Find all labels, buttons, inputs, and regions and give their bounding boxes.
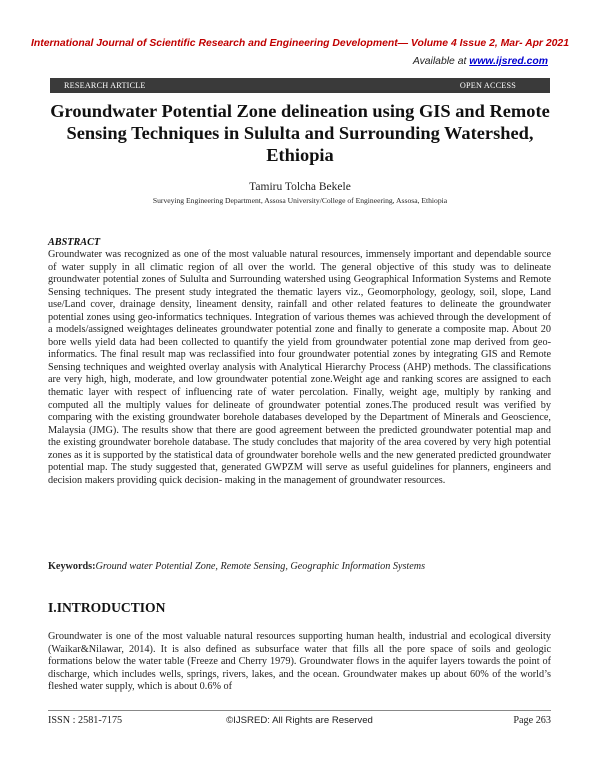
journal-title: International Journal of Scientific Research and Engineering Development— Volume 4 Issue 2, Mar- Apr 2021 <box>31 38 569 49</box>
author-name: Tamiru Tolcha Bekele <box>249 181 351 193</box>
open-access-label: OPEN ACCESS <box>459 81 516 90</box>
issn-number: ISSN : 2581-7175 <box>48 715 123 726</box>
keywords-text: Ground water Potential Zone, Remote Sensing, Geographic Information Systems <box>95 561 426 572</box>
available-prefix: Available at <box>412 56 470 67</box>
abstract-text: Groundwater was recognized as one of the most valuable natural resources, immensely important and dependable source of water supply in all climatic region of all over the world. The general objective of this study was to delineate groundwater potential zones of Sululta and Surrounding watershed using Geographical Information Systems and Remote Sensing techniques. The present study integrated the thematic layers viz., Geomorphology, geology, soil, slope, Land use/Land cover, drainage density, lineament density, rainfall and other related features to delineate the groundwater potential zones using geo-informatics techniques. Integration of various themes was achieved through the development of a models/assigned weightages delineates groundwater potential zone and finally to generate a composite map. About 20 bore wells yield data had been collected to quantify the yield from groundwater potential zone map derived from geo-informatics. The final result map was reclassified into four groundwater potential zones by integrating GIS and Remote Sensing techniques and weighted overlay analysis with Analytical Hierarchy Process (AHP) methods. The classifications are very high, high, moderate, and low groundwater potential zone.Weight age and ranking scores are assigned to each thematic layer with respect of influencing rate of water percolation. Finally, weight age, multiply by ranking and computed all the multiply values for delineate of groundwater potential zones.The produced result was verified by comparing with the existing groundwater borehole databases developed by the Department of Minerals and Geoscience, Malaysia (JMG). The results show that there are good agreement between the predicted groundwater potential map and the existing groundwater borehole database. The study concludes that majority of the area covered by very high potential zones as it is supported by the statistical data of groundwater borehole wells and the new generated predicted groundwater potential map. The study suggested that, generated GWPZM will serve as useful guidelines for planners, engineers and decision makers providing quick decision- making in the management of groundwater resources. <box>48 249 551 486</box>
keywords-label: Keywords: <box>48 561 96 572</box>
page-number: Page 263 <box>513 715 551 726</box>
journal-website-link[interactable]: www.ijsred.com <box>469 56 548 67</box>
keywords <box>48 561 551 572</box>
research-article-label: RESEARCH ARTICLE <box>64 81 146 90</box>
paper-title: Groundwater Potential Zone delineation using GIS and Remote Sensing Techniques in Sululta and Surrounding Watershed, Ethiopia <box>50 101 550 165</box>
availability-line <box>413 56 548 67</box>
introduction-text: Groundwater is one of the most valuable natural resources supporting human health, industrial and ecological diversity (Waikar&Nilawar, 2014). It is also defined as subsurface water that fills all the pore space of soils and geologic formations below the water table (Freeze and Cherry 1979). Groundwater flows in the aquifer layers towards the point of discharge, which includes wells, springs, rivers, lakes, and the ocean. Groundwater makes up about 60% of the world’s fleshed water supply, which is about 0.6% of <box>48 631 551 693</box>
page-footer <box>48 715 551 729</box>
copyright-notice: ©IJSRED: All Rights are Reserved <box>226 715 373 726</box>
author-affiliation: Surveying Engineering Department, Assosa University/College of Engineering, Assosa, Ethiopia <box>152 196 448 205</box>
abstract-heading: ABSTRACT <box>48 237 101 248</box>
article-type-banner <box>50 78 550 93</box>
introduction-heading: I.INTRODUCTION <box>48 600 166 615</box>
footer-divider <box>48 710 551 711</box>
